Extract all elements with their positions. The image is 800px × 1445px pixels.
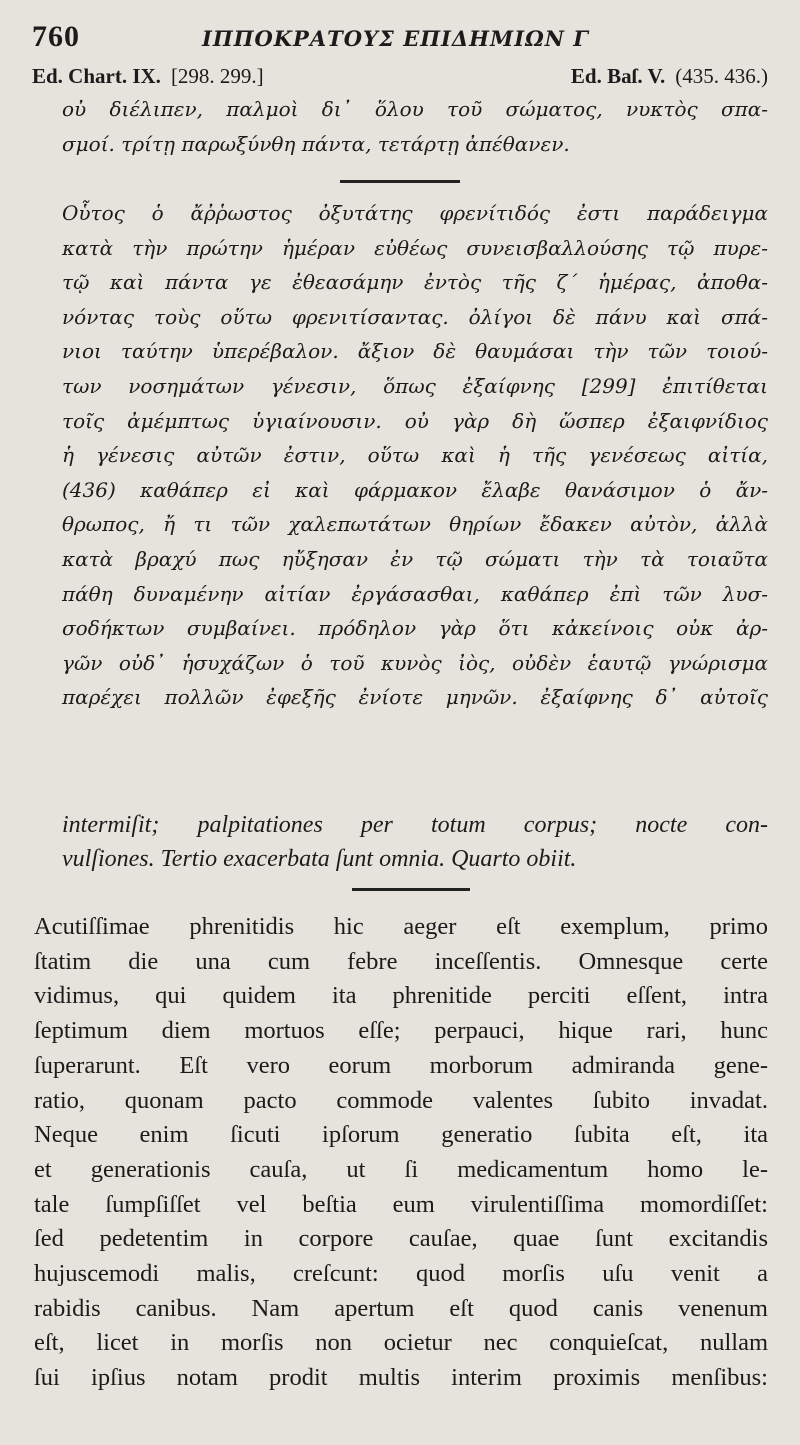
page-header — [32, 20, 768, 60]
greek-text-block-2 — [62, 196, 768, 715]
greek-line: (436) καθάπερ εἰ καὶ φάρμακον ἔλαβε θανάσιμον ὁ ἄν- — [62, 477, 768, 502]
latin-line: ſuperarunt. Eſt vero eorum morborum admiranda gene- — [34, 1051, 768, 1079]
greek-line: παρέχει πολλῶν ἐφεξῆς ἐνίοτε μηνῶν. ἐξαίφνης δ᾽ αὐτοῖς — [62, 685, 768, 710]
latin-line: Neque enim ſicuti ipſorum generatio ſubita eſt, ita — [34, 1121, 768, 1149]
latin-line: vidimus, qui quidem ita phrenitide perciti eſſent, intra — [34, 982, 768, 1010]
greek-line: οὐ διέλιπεν, παλμοὶ δι᾽ ὅλου τοῦ σώματος, νυκτὸς σπα- — [62, 97, 768, 121]
greek-line: κατὰ τὴν πρώτην ἡμέραν εὐθέως συνεισβαλλούσης τῷ πυρε- — [62, 235, 768, 260]
greek-line: πάθη δυναμένην αἰτίαν ἐργάσασθαι, καθάπερ ἐπὶ τῶν λυσ- — [62, 581, 768, 606]
latin-line: eſt, licet in morſis non ocietur nec conquieſcat, nullam — [34, 1329, 768, 1357]
latin-line: ratio, quonam pacto commode valentes ſubito invadat. — [34, 1086, 768, 1114]
latin-line: ſtatim die una cum febre inceſſentis. Omnesque certe — [34, 947, 768, 975]
greek-line: τῷ καὶ πάντα γε ἐθεασάμην ἐντὸς τῆς ζ΄ ἡμέρας, ἀποθα- — [62, 270, 768, 295]
latin-line: hujuscemodi malis, creſcunt: quod morſis uſu venit a — [34, 1260, 768, 1288]
greek-line: κατὰ βραχύ πως ηὔξησαν ἐν τῷ σώματι τὴν τὰ τοιαῦτα — [62, 546, 768, 571]
greek-line: σμοί. τρίτῃ παρωξύνθη πάντα, τετάρτῃ ἀπέθανεν. — [62, 131, 570, 156]
latin-line: ſeptimum diem mortuos eſſe; perpauci, hique rari, hunc — [34, 1017, 768, 1045]
latin-line: tale ſumpſiſſet vel beſtia eum virulentiſſima momordiſſet: — [34, 1190, 768, 1218]
greek-line: ἡ γένεσις αὐτῶν ἐστιν, οὕτω καὶ ἡ τῆς γενέσεως αἰτία, — [62, 443, 768, 468]
edition-chart-pages: [298. 299.] — [170, 64, 264, 88]
greek-line: τοῖς ἀμέμπτως ὑγιαίνουσιν. οὐ γὰρ δὴ ὥσπερ ἐξαιφνίδιος — [62, 408, 768, 433]
latin-italic-block — [62, 808, 768, 876]
latin-text-block — [34, 910, 768, 1396]
greek-line: νιοι ταύτην ὑπερέβαλον. ἄξιον δὲ θαυμάσαι τὴν τῶν τοιού- — [62, 339, 768, 364]
greek-line: γῶν οὐδ᾽ ἡσυχάζων ὁ τοῦ κυνὸς ἰὸς, οὐδὲν ἑαυτῷ γνώρισμα — [62, 650, 768, 675]
latin-line: ſed pedetentim in corpore cauſae, quae ſunt excitandis — [34, 1225, 768, 1253]
running-title: ΙΠΠΟΚΡΑΤΟΥΣ ΕΠΙΔΗΜΙΩΝ Γ — [202, 26, 590, 51]
edition-basel-pages: (435. 436.) — [675, 64, 768, 88]
edition-line — [32, 64, 768, 94]
section-divider — [340, 180, 460, 183]
edition-chart-label: Ed. Chart. IX. — [32, 64, 161, 88]
latin-line: rabidis canibus. Nam apertum eſt quod canis venenum — [34, 1294, 768, 1322]
greek-line: Οὗτος ὁ ἄῤῥωστος ὀξυτάτης φρενίτιδός ἐστι παράδειγμα — [62, 201, 768, 225]
latin-italic-line: intermiſit; palpitationes per totum corpus; nocte con- — [62, 812, 768, 838]
latin-italic-line: vulſiones. Tertio exacerbata ſunt omnia. Quarto obiit. — [62, 846, 577, 872]
edition-basel — [571, 64, 768, 89]
edition-chart — [32, 64, 264, 89]
latin-line: et generationis cauſa, ut ſi medicamentum homo le- — [34, 1155, 768, 1183]
greek-line: νόντας τοὺς οὕτω φρενιτίσαντας. ὀλίγοι δὲ πάνυ καὶ σπά- — [62, 304, 768, 329]
greek-line: σοδήκτων συμβαίνει. πρόδηλον γὰρ ὅτι κἀκείνοις οὐκ ἀρ- — [62, 616, 768, 641]
latin-line: ſui ipſius notam prodit multis interim proximis menſibus: — [34, 1364, 768, 1392]
edition-basel-label: Ed. Baſ. V. — [570, 64, 666, 88]
page-number: 760 — [32, 20, 80, 53]
section-divider — [352, 888, 470, 891]
greek-line: θρωπος, ἤ τι τῶν χαλεπωτάτων θηρίων ἔδακεν αὐτὸν, ἀλλὰ — [62, 512, 768, 537]
greek-line: των νοσημάτων γένεσιν, ὅπως ἐξαίφνης [299] ἐπιτίθεται — [62, 373, 768, 398]
latin-line: Acutiſſimae phrenitidis hic aeger eſt exemplum, primo — [34, 913, 768, 940]
greek-text-block-1 — [62, 92, 768, 161]
